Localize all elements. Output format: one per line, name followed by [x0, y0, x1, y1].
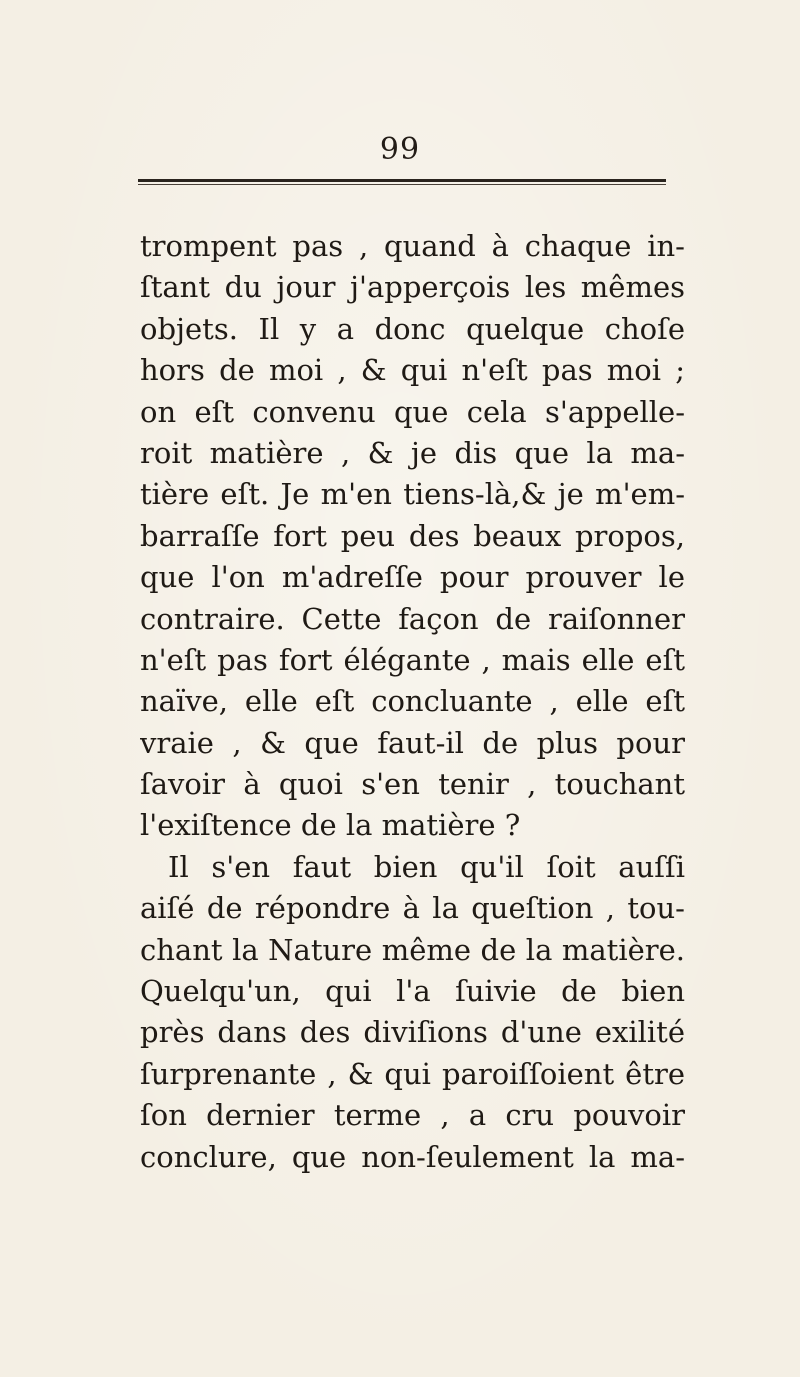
text-line: objets. Il y a donc quelque choſe — [140, 311, 685, 346]
text-line: trompent pas , quand à chaque in- — [140, 229, 685, 263]
text-line: ſavoir à quoi s'en tenir , touchant — [140, 767, 685, 802]
text-line: ſtant du jour j'apperçois les mêmes — [140, 270, 685, 305]
text-line: l'exiſtence de la matière ? — [140, 808, 521, 843]
text-line: vraie , & que faut-il de plus pour — [140, 725, 685, 760]
text-line: on eſt convenu que cela s'appelle- — [140, 394, 685, 429]
text-line: hors de moi , & qui n'eſt pas moi ; — [140, 353, 685, 388]
text-line: ſurprenante , & qui paroiſſoient être — [140, 1056, 685, 1091]
text-line: tière eſt. Je m'en tiens-là,& je m'em- — [140, 477, 685, 512]
text-line: naïve, elle eſt concluante , elle eſt — [140, 684, 685, 719]
body-text — [140, 226, 685, 1178]
text-line: aiſé de répondre à la queſtion , tou- — [140, 891, 685, 926]
header-rule — [138, 179, 666, 182]
text-line: n'eſt pas fort élégante , mais elle eſt — [140, 642, 685, 677]
page-number: 99 — [379, 132, 421, 167]
text-line: roit matière , & je dis que la ma- — [140, 435, 685, 470]
text-line: barraſſe fort peu des beaux propos, — [140, 518, 685, 553]
text-line: Quelqu'un, qui l'a ſuivie de bien — [140, 974, 685, 1009]
header-rule-thin — [138, 184, 666, 185]
text-line: conclure, que non-ſeulement la ma- — [140, 1139, 685, 1174]
text-line: ſon dernier terme , a cru pouvoir — [140, 1098, 685, 1133]
text-line: contraire. Cette façon de raiſonner — [140, 601, 685, 636]
text-line: chant la Nature même de la matière. — [140, 932, 685, 967]
text-line: Il s'en faut bien qu'il ſoit auſſi — [168, 849, 685, 884]
text-line: que l'on m'adreſſe pour prouver le — [140, 560, 685, 595]
text-line: près dans des diviſions d'une exilité — [140, 1015, 685, 1050]
